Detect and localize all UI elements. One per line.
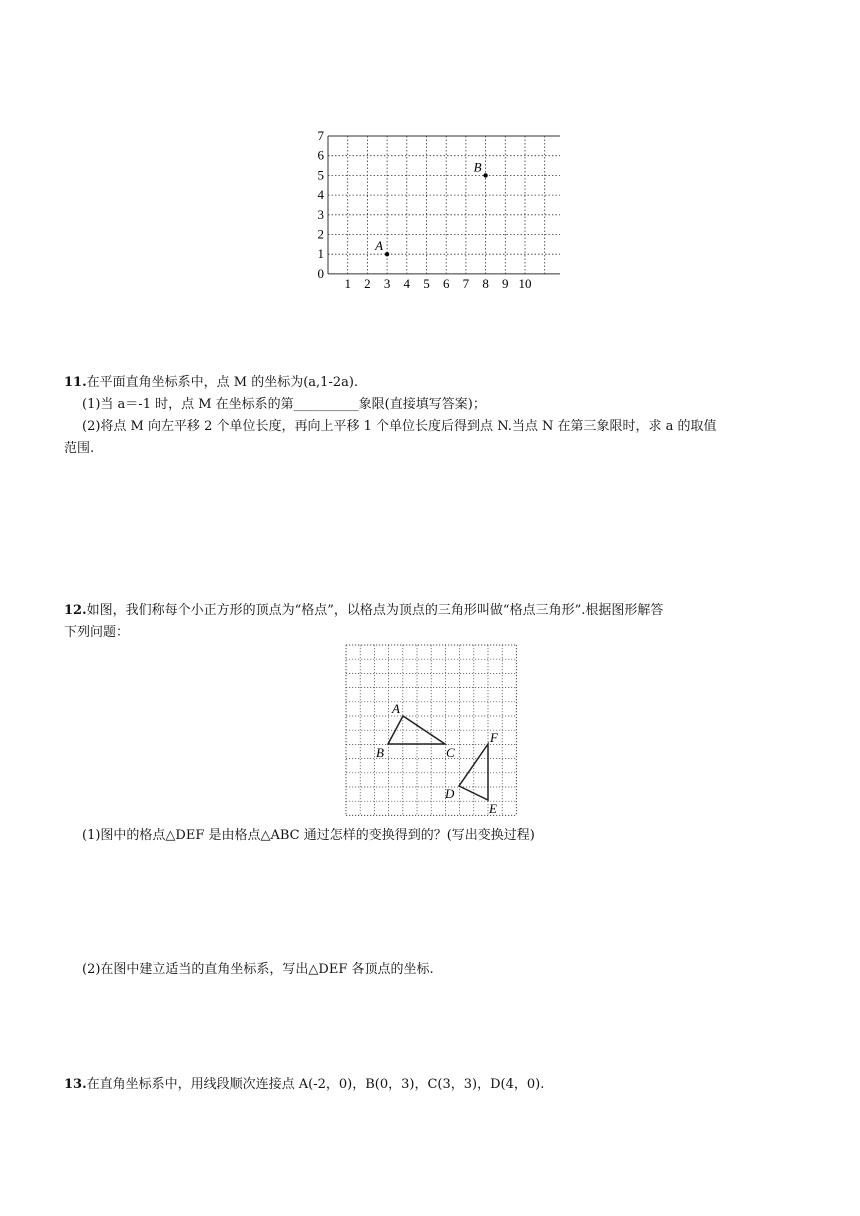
q12-stem-line1 [64,601,663,621]
q13-stem [64,1075,544,1095]
coordinate-grid-figure [300,128,560,298]
lattice-triangle-figure [340,640,525,820]
x-tick-label: 7 [462,275,470,291]
y-tick-labels [318,128,325,281]
y-tick-label: 0 [317,265,324,281]
y-tick-label: 4 [317,187,324,203]
x-tick-label: 2 [364,275,371,291]
x-tick-label: 4 [403,275,411,291]
q11-part2-line1: (2)将点 M 向左平移 2 个单位长度，再向上平移 1 个单位长度后得到点 N.当点 N 在第三象限时，求 a 的取值 [82,419,717,434]
x-tick-labels [344,276,531,291]
q12-number: 12. [64,603,87,618]
point-b [483,173,487,177]
q12-stem-text: 如图，我们称每个小正方形的顶点为“格点”，以格点为顶点的三角形叫做“格点三角形”.根据图形解答 [86,603,664,618]
q11-stem [64,373,358,393]
vertex-label-f: F [490,730,498,745]
q11-part2-line2: 范围. [64,441,95,456]
q12-part1: (1)图中的格点△DEF 是由格点△ABC 通过怎样的变换得到的？(写出变换过程) [82,828,535,843]
y-tick-label: 6 [317,147,324,163]
x-tick-label: 10 [518,275,532,291]
q13-stem-text: 在直角坐标系中，用线段顺次连接点 A(-2，0)，B(0，3)，C(3，3)，D(4，0). [86,1077,545,1092]
vertex-label-c: C [446,745,455,760]
x-tick-label: 8 [482,275,489,291]
q12-part2: (2)在图中建立适当的直角坐标系，写出△DEF 各顶点的坐标. [82,962,434,977]
x-tick-label: 1 [344,275,351,291]
y-tick-label: 7 [317,128,324,143]
q11-number: 11. [64,375,87,390]
x-tick-label: 5 [423,275,430,291]
vertex-label-a: A [392,701,400,716]
q12-stem-line2: 下列问题： [64,625,130,640]
x-tick-label: 3 [383,275,391,291]
y-tick-label: 5 [317,167,324,183]
vertex-label-b: B [376,745,384,760]
vertex-label-d: D [445,786,455,801]
y-tick-label: 2 [317,226,324,242]
vertex-label-e: E [489,801,497,816]
q13-number: 13. [64,1077,87,1092]
q11-part1: (1)当 a＝-1 时，点 M 在坐标系的第__________象限(直接填写答案)； [82,397,486,412]
grid-points [374,159,488,256]
q11-stem-text: 在平面直角坐标系中，点 M 的坐标为(a,1-2a). [86,375,359,390]
x-tick-label: 9 [502,275,509,291]
x-tick-label: 6 [442,275,450,291]
y-tick-label: 1 [317,246,324,262]
point-a [385,252,389,256]
grid-lines [328,136,560,274]
point-label-b: B [473,159,482,175]
point-label-a: A [375,238,384,254]
y-tick-label: 3 [317,206,324,222]
